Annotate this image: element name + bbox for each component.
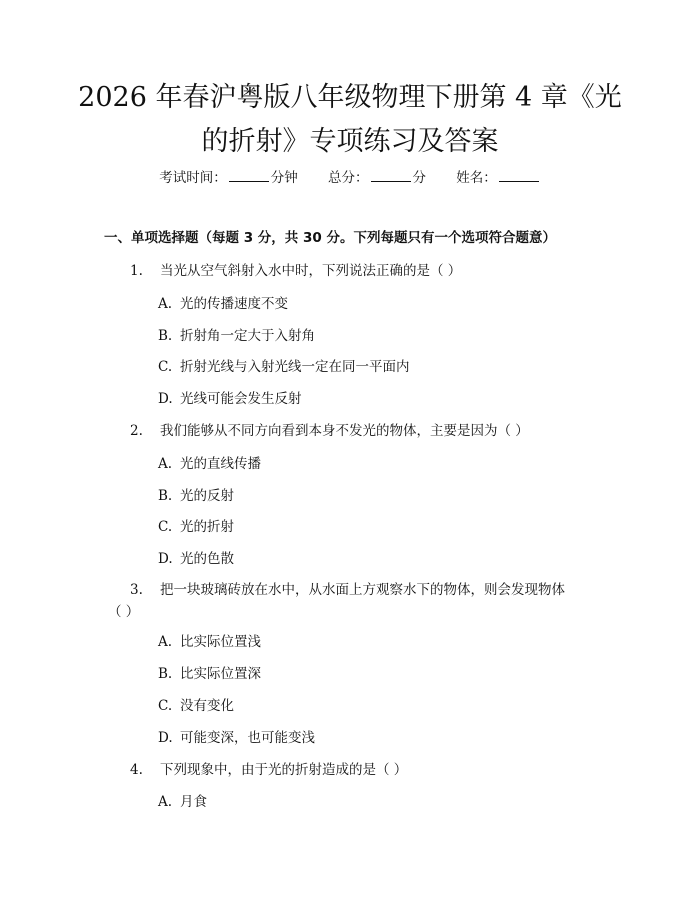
name-field (456, 168, 541, 188)
option-letter: C. (158, 359, 173, 375)
option-letter: B. (158, 488, 173, 504)
option-text: 可能变深，也可能变浅 (180, 730, 315, 746)
option-text: 光的色散 (180, 551, 234, 567)
option-1c[interactable] (158, 357, 410, 377)
title-line-1: 2026 年春沪粤版八年级物理下册第 4 章《光 (78, 82, 622, 113)
question-number: 3. (130, 582, 143, 598)
question-number: 2. (130, 423, 143, 439)
question-text-continued: （ ） (108, 604, 140, 620)
title-line-2: 的折射》专项练习及答案 (201, 126, 499, 157)
option-2b[interactable] (158, 486, 234, 506)
option-text: 比实际位置深 (180, 666, 261, 682)
option-1b[interactable] (158, 326, 315, 346)
option-4a[interactable] (158, 792, 207, 812)
time-field (159, 168, 298, 188)
option-text: 月食 (180, 794, 207, 810)
option-text: 光的传播速度不变 (180, 296, 288, 312)
option-letter: C. (158, 698, 173, 714)
question-text: 下列现象中，由于光的折射造成的是（ ） (160, 762, 408, 778)
section-1-heading: 一、单项选择题（每题 3 分，共 30 分。下列每题只有一个选项符合题意） (104, 230, 556, 246)
option-text: 折射角一定大于入射角 (180, 328, 315, 344)
option-letter: D. (158, 391, 173, 407)
option-letter: D. (158, 551, 173, 567)
name-blank[interactable] (499, 168, 539, 182)
option-text: 光的反射 (180, 488, 234, 504)
score-unit: 分 (412, 170, 426, 186)
option-letter: A. (158, 794, 173, 810)
question-text: 把一块玻璃砖放在水中，从水面上方观察水下的物体，则会发现物体 (160, 582, 565, 598)
option-letter: A. (158, 296, 173, 312)
option-letter: B. (158, 666, 173, 682)
option-3c[interactable] (158, 696, 234, 716)
option-3b[interactable] (158, 664, 261, 684)
option-letter: C. (158, 519, 173, 535)
option-text: 比实际位置浅 (180, 634, 261, 650)
score-field (328, 168, 426, 188)
option-letter: D. (158, 730, 173, 746)
option-text: 没有变化 (180, 698, 234, 714)
option-2a[interactable] (158, 454, 261, 474)
option-letter: A. (158, 634, 173, 650)
option-2c[interactable] (158, 517, 234, 537)
exam-info-row (0, 168, 700, 188)
time-label: 考试时间： (159, 170, 227, 186)
option-1d[interactable] (158, 389, 302, 409)
question-number: 1. (130, 263, 143, 279)
option-text: 光的直线传播 (180, 456, 261, 472)
question-text: 我们能够从不同方向看到本身不发光的物体，主要是因为（ ） (160, 423, 529, 439)
option-text: 光的折射 (180, 519, 234, 535)
option-3d[interactable] (158, 728, 315, 748)
time-blank[interactable] (229, 168, 269, 182)
name-label: 姓名： (456, 170, 497, 186)
question-number: 4. (130, 762, 143, 778)
question-text: 当光从空气斜射入水中时，下列说法正确的是（ ） (160, 263, 462, 279)
document-title (60, 76, 640, 164)
score-label: 总分： (328, 170, 369, 186)
option-letter: B. (158, 328, 173, 344)
score-blank[interactable] (371, 168, 411, 182)
option-3a[interactable] (158, 632, 261, 652)
time-unit: 分钟 (270, 170, 298, 186)
option-text: 光线可能会发生反射 (180, 391, 302, 407)
option-1a[interactable] (158, 294, 288, 314)
option-text: 折射光线与入射光线一定在同一平面内 (180, 359, 410, 375)
option-letter: A. (158, 456, 173, 472)
option-2d[interactable] (158, 549, 234, 569)
